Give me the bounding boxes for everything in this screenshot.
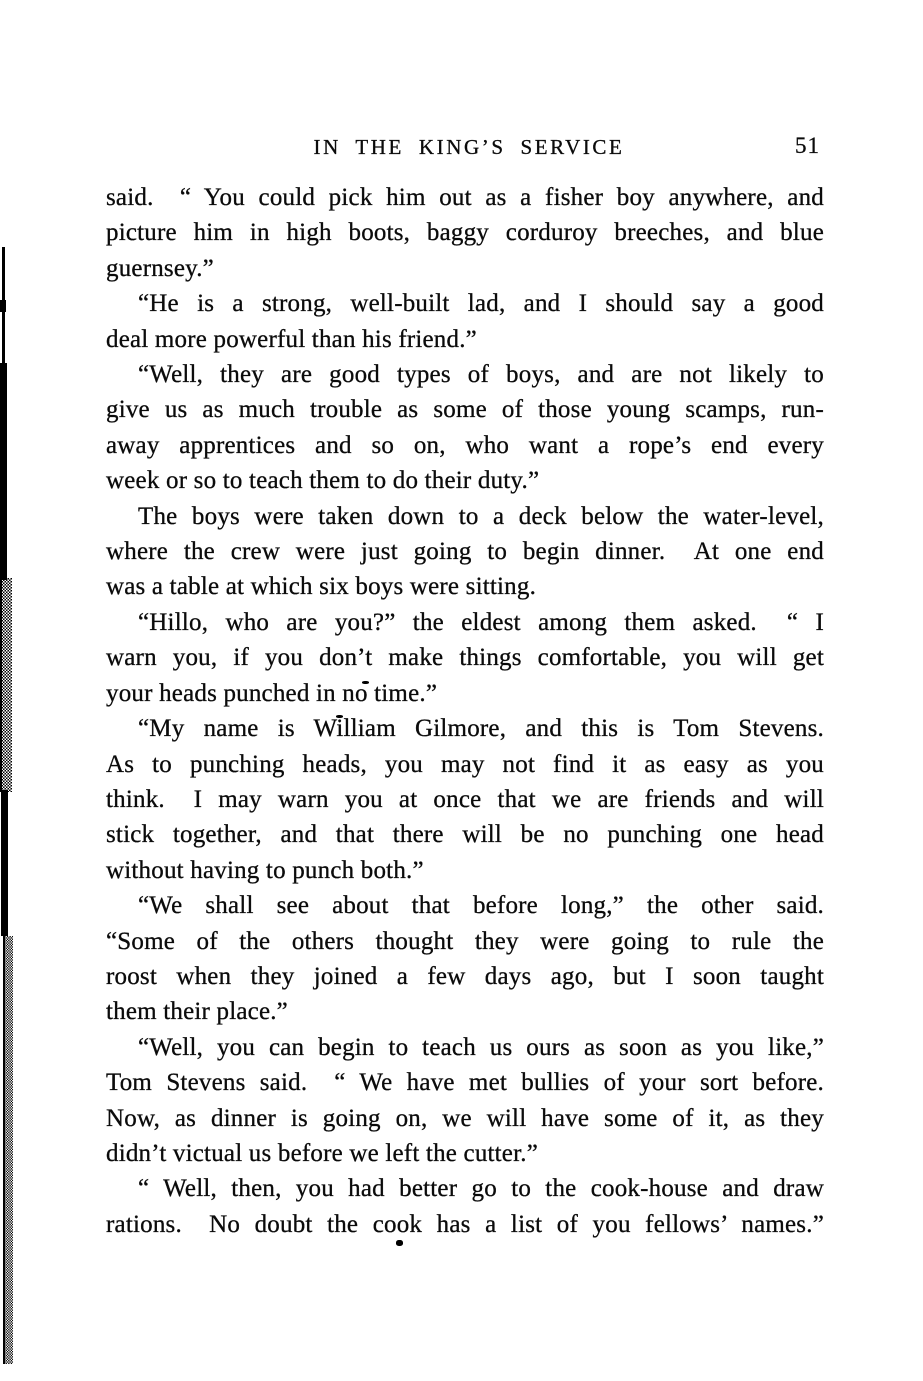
scan-gutter-band-dither-upper xyxy=(0,578,12,792)
page-number: 51 xyxy=(795,133,820,158)
header-title: IN THE KING’S SERVICE xyxy=(313,135,625,159)
text-line: week or so to teach them to do their duty.” xyxy=(106,467,540,495)
text-line: “Hillo, who are you?” the eldest among them asked. “ I xyxy=(138,608,824,636)
text-line: Now, as dinner is going on, we will have some of it, as they xyxy=(106,1104,824,1132)
text-line: Tom Stevens said. “ We have met bullies of your sort before. xyxy=(106,1069,824,1097)
text-line: “We shall see about that before long,” the other said. xyxy=(138,892,824,920)
text-line: give us as much trouble as some of those young scamps, run- xyxy=(106,396,824,424)
text-line: warn you, if you don’t make things comfortable, you will get xyxy=(106,644,824,672)
text-line: think. I may warn you at once that we are friends and will xyxy=(106,785,824,813)
text-line: The boys were taken down to a deck below the water-level, xyxy=(138,502,824,530)
text-line: roost when they joined a few days ago, but I soon taught xyxy=(106,962,824,990)
text-line: was a table at which six boys were sitting. xyxy=(106,573,537,601)
text-line: “Some of the others thought they were going to rule the xyxy=(106,927,824,955)
scan-gutter-tick xyxy=(0,300,6,312)
text-line: away apprentices and so on, who want a rope’s end every xyxy=(106,431,824,459)
running-header xyxy=(106,133,824,161)
paragraph xyxy=(106,180,824,286)
paragraph xyxy=(106,605,824,711)
text-line: “Well, they are good types of boys, and are not likely to xyxy=(138,361,824,389)
text-line: stick together, and that there will be no punching one head xyxy=(106,821,824,849)
text-line: “He is a strong, well-built lad, and I should say a good xyxy=(138,290,824,318)
text-line: deal more powerful than his friend.” xyxy=(106,325,477,353)
page-body xyxy=(106,180,824,1242)
scan-gutter-band-solid-mid xyxy=(1,790,8,936)
paragraph xyxy=(106,711,824,888)
text-line: said. “ You could pick him out as a fisher boy anywhere, and xyxy=(106,184,824,211)
scan-gutter-band-dither-lower xyxy=(3,936,13,1364)
text-line: where the crew were just going to begin dinner. At one end xyxy=(106,538,824,566)
text-line: As to punching heads, you may not find it as easy as you xyxy=(106,750,824,778)
text-line: didn’t victual us before we left the cutter.” xyxy=(106,1139,538,1167)
text-line: rations. No doubt the cook has a list of you fellows’ names.” xyxy=(106,1210,824,1238)
paragraph xyxy=(106,888,824,1030)
paragraph xyxy=(106,1171,824,1242)
text-line: picture him in high boots, baggy corduroy breeches, and blue xyxy=(106,219,824,247)
text-line: “Well, you can begin to teach us ours as soon as you like,” xyxy=(138,1033,824,1061)
paragraph xyxy=(106,1030,824,1172)
text-line: them their place.” xyxy=(106,998,288,1026)
text-line: without having to punch both.” xyxy=(106,856,424,884)
text-line: your heads punched in no time.” xyxy=(106,679,438,707)
text-line: “My name is William Gilmore, and this is Tom Stevens. xyxy=(138,715,824,743)
paragraph xyxy=(106,357,824,499)
scan-gutter-band-solid-upper xyxy=(0,363,7,580)
paragraph xyxy=(106,286,824,357)
text-line: guernsey.” xyxy=(106,254,214,282)
text-line: “ Well, then, you had better go to the cook-house and draw xyxy=(138,1175,824,1203)
paragraph xyxy=(106,499,824,605)
